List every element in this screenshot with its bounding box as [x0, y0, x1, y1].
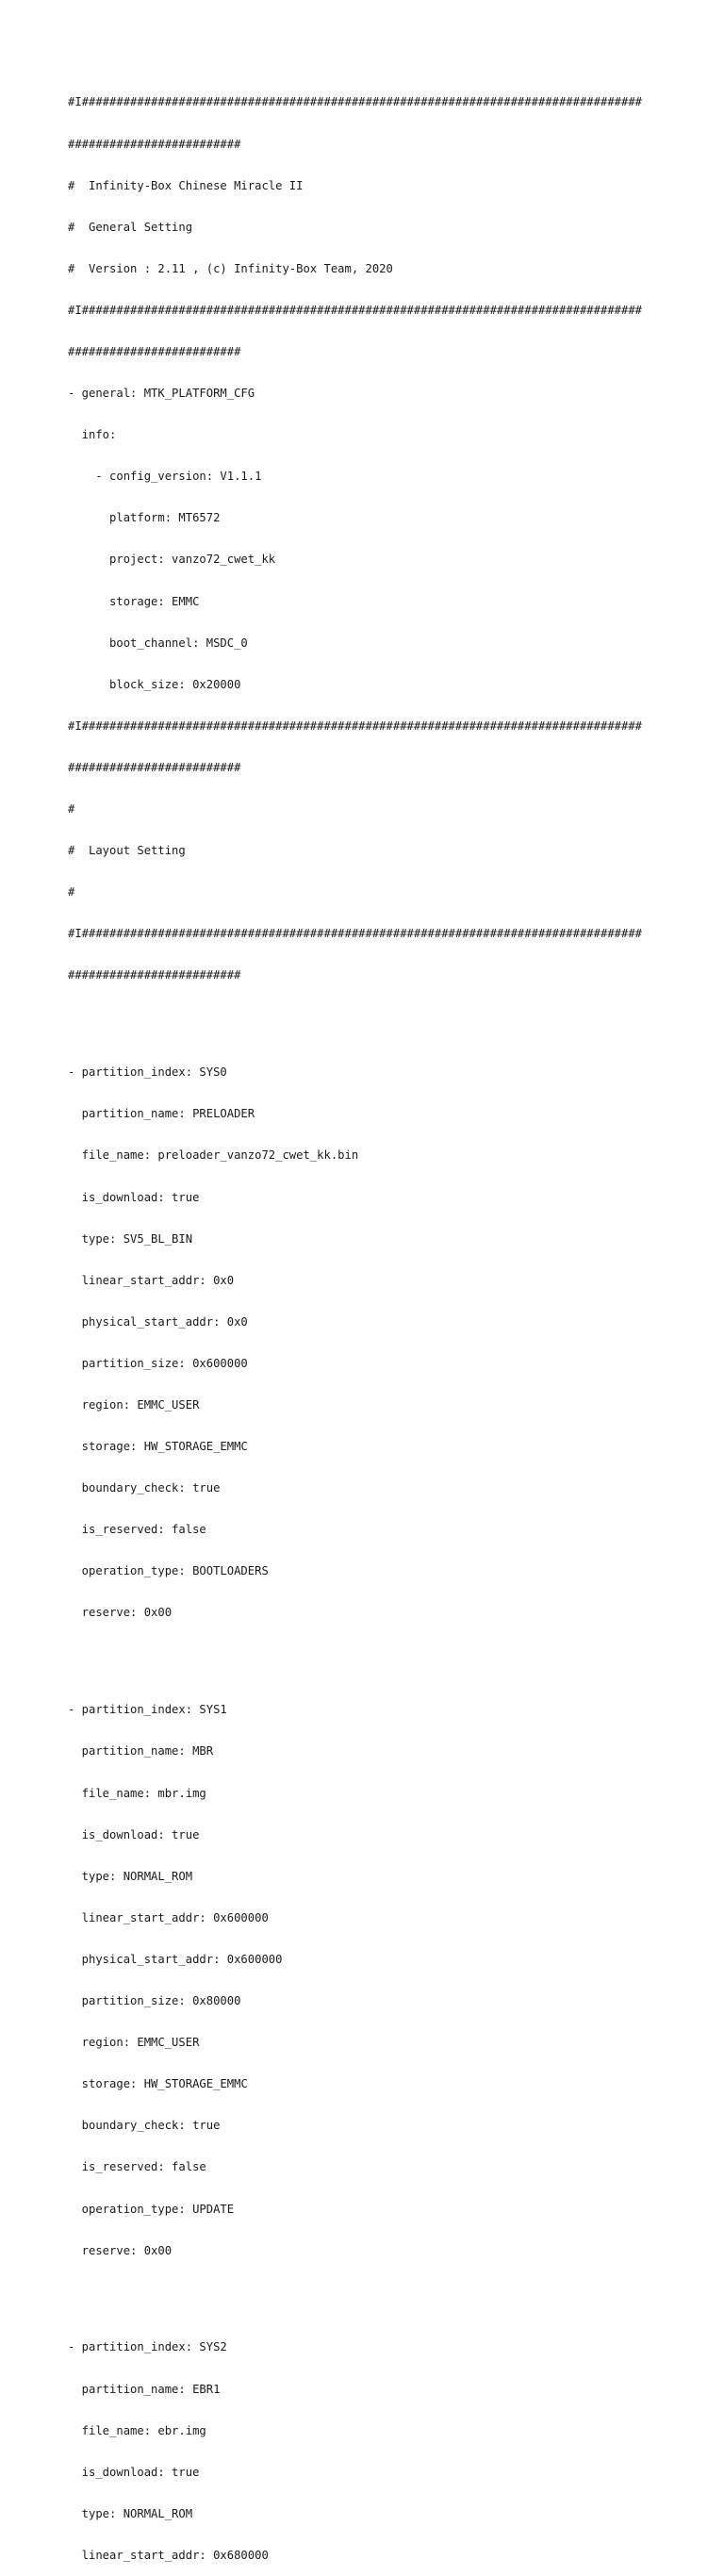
boundary-check-line: boundary_check: true — [68, 2119, 221, 2133]
linear-start-addr-line: linear_start_addr: 0x680000 — [68, 2548, 269, 2562]
boundary-check-line: boundary_check: true — [68, 1481, 221, 1495]
type-line: type: NORMAL_ROM — [68, 2506, 193, 2520]
linear-start-addr-line: linear_start_addr: 0x600000 — [68, 1910, 269, 1924]
reserve-line: reserve: 0x00 — [68, 1606, 173, 1620]
separator-line: #I################################################################################# — [68, 303, 643, 317]
physical-start-addr-line: physical_start_addr: 0x600000 — [68, 1952, 283, 1966]
is-download-line: is_download: true — [68, 1827, 200, 1841]
partition-index-line: - partition_index: SYS1 — [68, 1703, 227, 1717]
partition-name-line: partition_name: PRELOADER — [68, 1107, 255, 1121]
boot-channel-line: boot_channel: MSDC_0 — [68, 636, 248, 650]
comment-line: # — [68, 885, 75, 900]
storage-line: storage: HW_STORAGE_EMMC — [68, 1440, 248, 1454]
partition-index-line: - partition_index: SYS0 — [68, 1065, 227, 1080]
is-reserved-line: is_reserved: false — [68, 1523, 206, 1537]
type-line: type: NORMAL_ROM — [68, 1869, 193, 1883]
header-title: # Infinity-Box Chinese Miracle II — [68, 178, 304, 192]
is-reserved-line: is_reserved: false — [68, 2160, 206, 2174]
block-size-line: block_size: 0x20000 — [68, 677, 241, 691]
partition-size-line: partition_size: 0x80000 — [68, 1994, 241, 2008]
layout-setting-heading: # Layout Setting — [68, 844, 186, 858]
separator-line: #I################################################################################# — [68, 718, 643, 733]
file-name-line: file_name: preloader_vanzo72_cwet_kk.bin — [68, 1148, 359, 1163]
linear-start-addr-line: linear_start_addr: 0x0 — [68, 1273, 235, 1287]
region-line: region: EMMC_USER — [68, 2036, 200, 2050]
config-version-line: - config_version: V1.1.1 — [68, 470, 262, 484]
separator-line: ######################### — [68, 137, 241, 151]
storage-line: storage: EMMC — [68, 594, 200, 608]
partition-name-line: partition_name: EBR1 — [68, 2382, 221, 2396]
operation-type-line: operation_type: UPDATE — [68, 2202, 235, 2216]
operation-type-line: operation_type: BOOTLOADERS — [68, 1564, 269, 1578]
separator-line: ######################### — [68, 344, 241, 358]
general-line: - general: MTK_PLATFORM_CFG — [68, 387, 255, 401]
info-line: info: — [68, 428, 117, 442]
blank-line — [68, 1648, 709, 1662]
separator-line: ######################### — [68, 968, 241, 983]
is-download-line: is_download: true — [68, 2465, 200, 2479]
file-name-line: file_name: ebr.img — [68, 2423, 206, 2437]
partition-index-line: - partition_index: SYS2 — [68, 2340, 227, 2354]
comment-line: # — [68, 802, 75, 816]
reserve-line: reserve: 0x00 — [68, 2243, 173, 2257]
blank-line — [68, 2286, 709, 2300]
type-line: type: SV5_BL_BIN — [68, 1231, 193, 1246]
partition-size-line: partition_size: 0x600000 — [68, 1356, 248, 1370]
blank-line — [68, 1010, 709, 1024]
platform-line: platform: MT6572 — [68, 511, 221, 525]
header-subtitle: # General Setting — [68, 220, 193, 234]
partition-name-line: partition_name: MBR — [68, 1744, 214, 1759]
header-version: # Version : 2.11 , (c) Infinity-Box Team, 2020 — [68, 261, 393, 275]
project-line: project: vanzo72_cwet_kk — [68, 553, 276, 567]
separator-line: #I################################################################################# — [68, 95, 643, 109]
region-line: region: EMMC_USER — [68, 1398, 200, 1412]
storage-line: storage: HW_STORAGE_EMMC — [68, 2077, 248, 2091]
separator-line: ######################### — [68, 760, 241, 774]
is-download-line: is_download: true — [68, 1190, 200, 1204]
file-name-line: file_name: mbr.img — [68, 1786, 206, 1800]
scatter-file-text — [68, 68, 709, 2576]
separator-line: #I################################################################################# — [68, 927, 643, 941]
physical-start-addr-line: physical_start_addr: 0x0 — [68, 1314, 248, 1329]
